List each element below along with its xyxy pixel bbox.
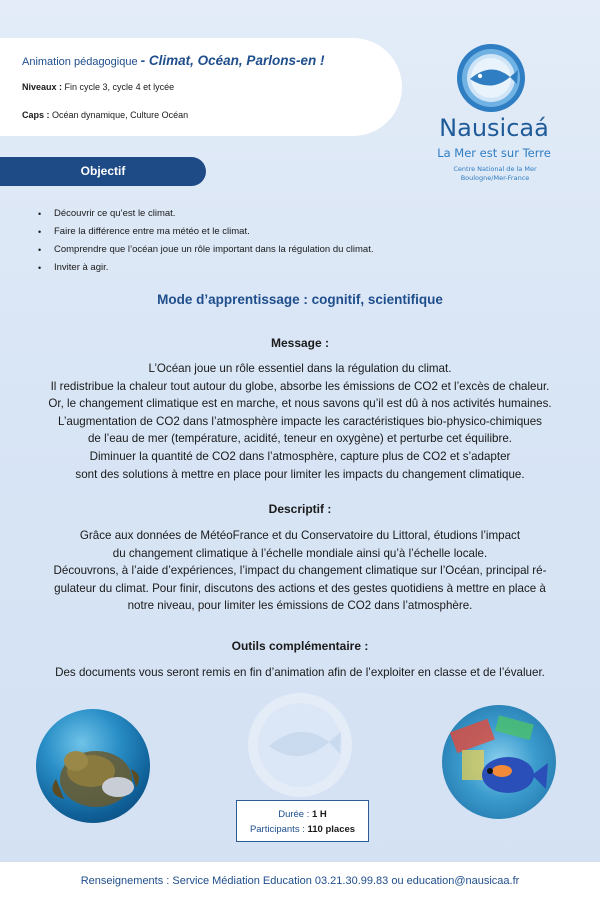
fish-icon	[442, 705, 556, 819]
list-item: • Comprendre que l’océan joue un rôle important dans la régulation du climat.	[38, 241, 374, 259]
brand-name: Nausicaá	[439, 114, 549, 142]
text-line: de l’eau de mer (température, acidité, teneur en oxygène) et perturbe cet équilibre.	[87, 432, 513, 446]
brand-subtitle	[420, 165, 570, 183]
brand-tagline: La Mer est sur Terre	[437, 146, 551, 160]
page-title	[22, 53, 324, 68]
descriptif-text	[20, 527, 580, 615]
caps-label: Caps :	[22, 110, 50, 120]
list-item: • Découvrir ce qu’est le climat.	[38, 205, 374, 223]
message-title: Message :	[270, 336, 330, 350]
title-main: - Climat, Océan, Parlons-en !	[140, 53, 325, 68]
text-line: L’Océan joue un rôle essentiel dans la régulation du climat.	[148, 362, 452, 375]
duree-line	[237, 807, 368, 822]
nausicaa-logo-icon	[456, 43, 526, 113]
text-line: gulateur du climat. Pour finir, discutons des actions et des gestes quotidiens à mettre en place à	[54, 581, 546, 595]
mode-apprentissage: Mode d’apprentissage : cognitif, scientifique	[157, 292, 443, 307]
turtle-photo	[36, 709, 150, 823]
caps-value: Océan dynamique, Culture Océan	[52, 110, 189, 120]
title-intro: Animation pédagogique	[22, 56, 138, 68]
objectif-banner: Objectif	[0, 157, 206, 186]
info-box	[236, 800, 369, 842]
outils-text	[20, 664, 580, 682]
participants-value: 110 places	[307, 824, 356, 835]
caps-line	[22, 110, 188, 120]
participants-line	[237, 822, 368, 837]
niveaux-label: Niveaux :	[22, 82, 63, 92]
message-text	[20, 360, 580, 483]
brand-sub-2: Boulogne/Mer-France	[460, 174, 530, 182]
text-line: Grâce aux données de MétéoFrance et du Conservatoire du Littoral, étudions l’impact	[79, 529, 521, 542]
descriptif-title: Descriptif :	[268, 502, 332, 516]
text-line: sont des solutions à mettre en place pour limiter les impacts du changement climatique.	[75, 467, 525, 481]
text-line: Or, le changement climatique est en marche, et nous savons qu’il est dû à nos activités humaines.	[48, 397, 552, 411]
niveaux-line	[22, 82, 174, 92]
duree-value: 1 H	[312, 809, 327, 820]
outils-title: Outils complémentaire :	[231, 639, 369, 653]
text-line: Il redistribue la chaleur tout autour du globe, absorbe les émissions de CO2 et l’excès de chaleur.	[50, 379, 550, 393]
turtle-icon	[36, 709, 150, 823]
text-line: L’augmentation de CO2 dans l’atmosphère impacte les caractéristiques bio-physico-chimiques	[58, 414, 542, 428]
footer-contact: Renseignements : Service Médiation Education 03.21.30.99.83 ou education@nausicaa.fr	[0, 862, 600, 900]
text-line: Des documents vous seront remis en fin d’animation afin de l’exploiter en classe et de l’évaluer.	[55, 666, 545, 679]
text-line: notre niveau, pour limiter les émissions de CO2 dans l’atmosphère.	[127, 599, 473, 613]
text-line: Découvrons, à l’aide d’expériences, l’impact du changement climatique sur l’Océan, principal ré-	[53, 564, 547, 578]
niveaux-value: Fin cycle 3, cycle 4 et lycée	[64, 82, 175, 92]
list-item: • Faire la différence entre ma météo et le climat.	[38, 223, 374, 241]
brand-sub-1: Centre National de la Mer	[453, 165, 537, 173]
watermark-logo-icon	[245, 690, 355, 800]
text-line: Diminuer la quantité de CO2 dans l’atmosphère, capture plus de CO2 et s’adapter	[89, 449, 511, 463]
duree-label: Durée :	[278, 809, 310, 820]
text-line: du changement climatique à l’échelle mondiale ainsi qu’à l’échelle locale.	[112, 546, 488, 560]
participants-label: Participants :	[249, 824, 305, 835]
fish-photo	[442, 705, 556, 819]
list-item: • Inviter à agir.	[38, 259, 374, 277]
objectif-list	[38, 205, 374, 277]
